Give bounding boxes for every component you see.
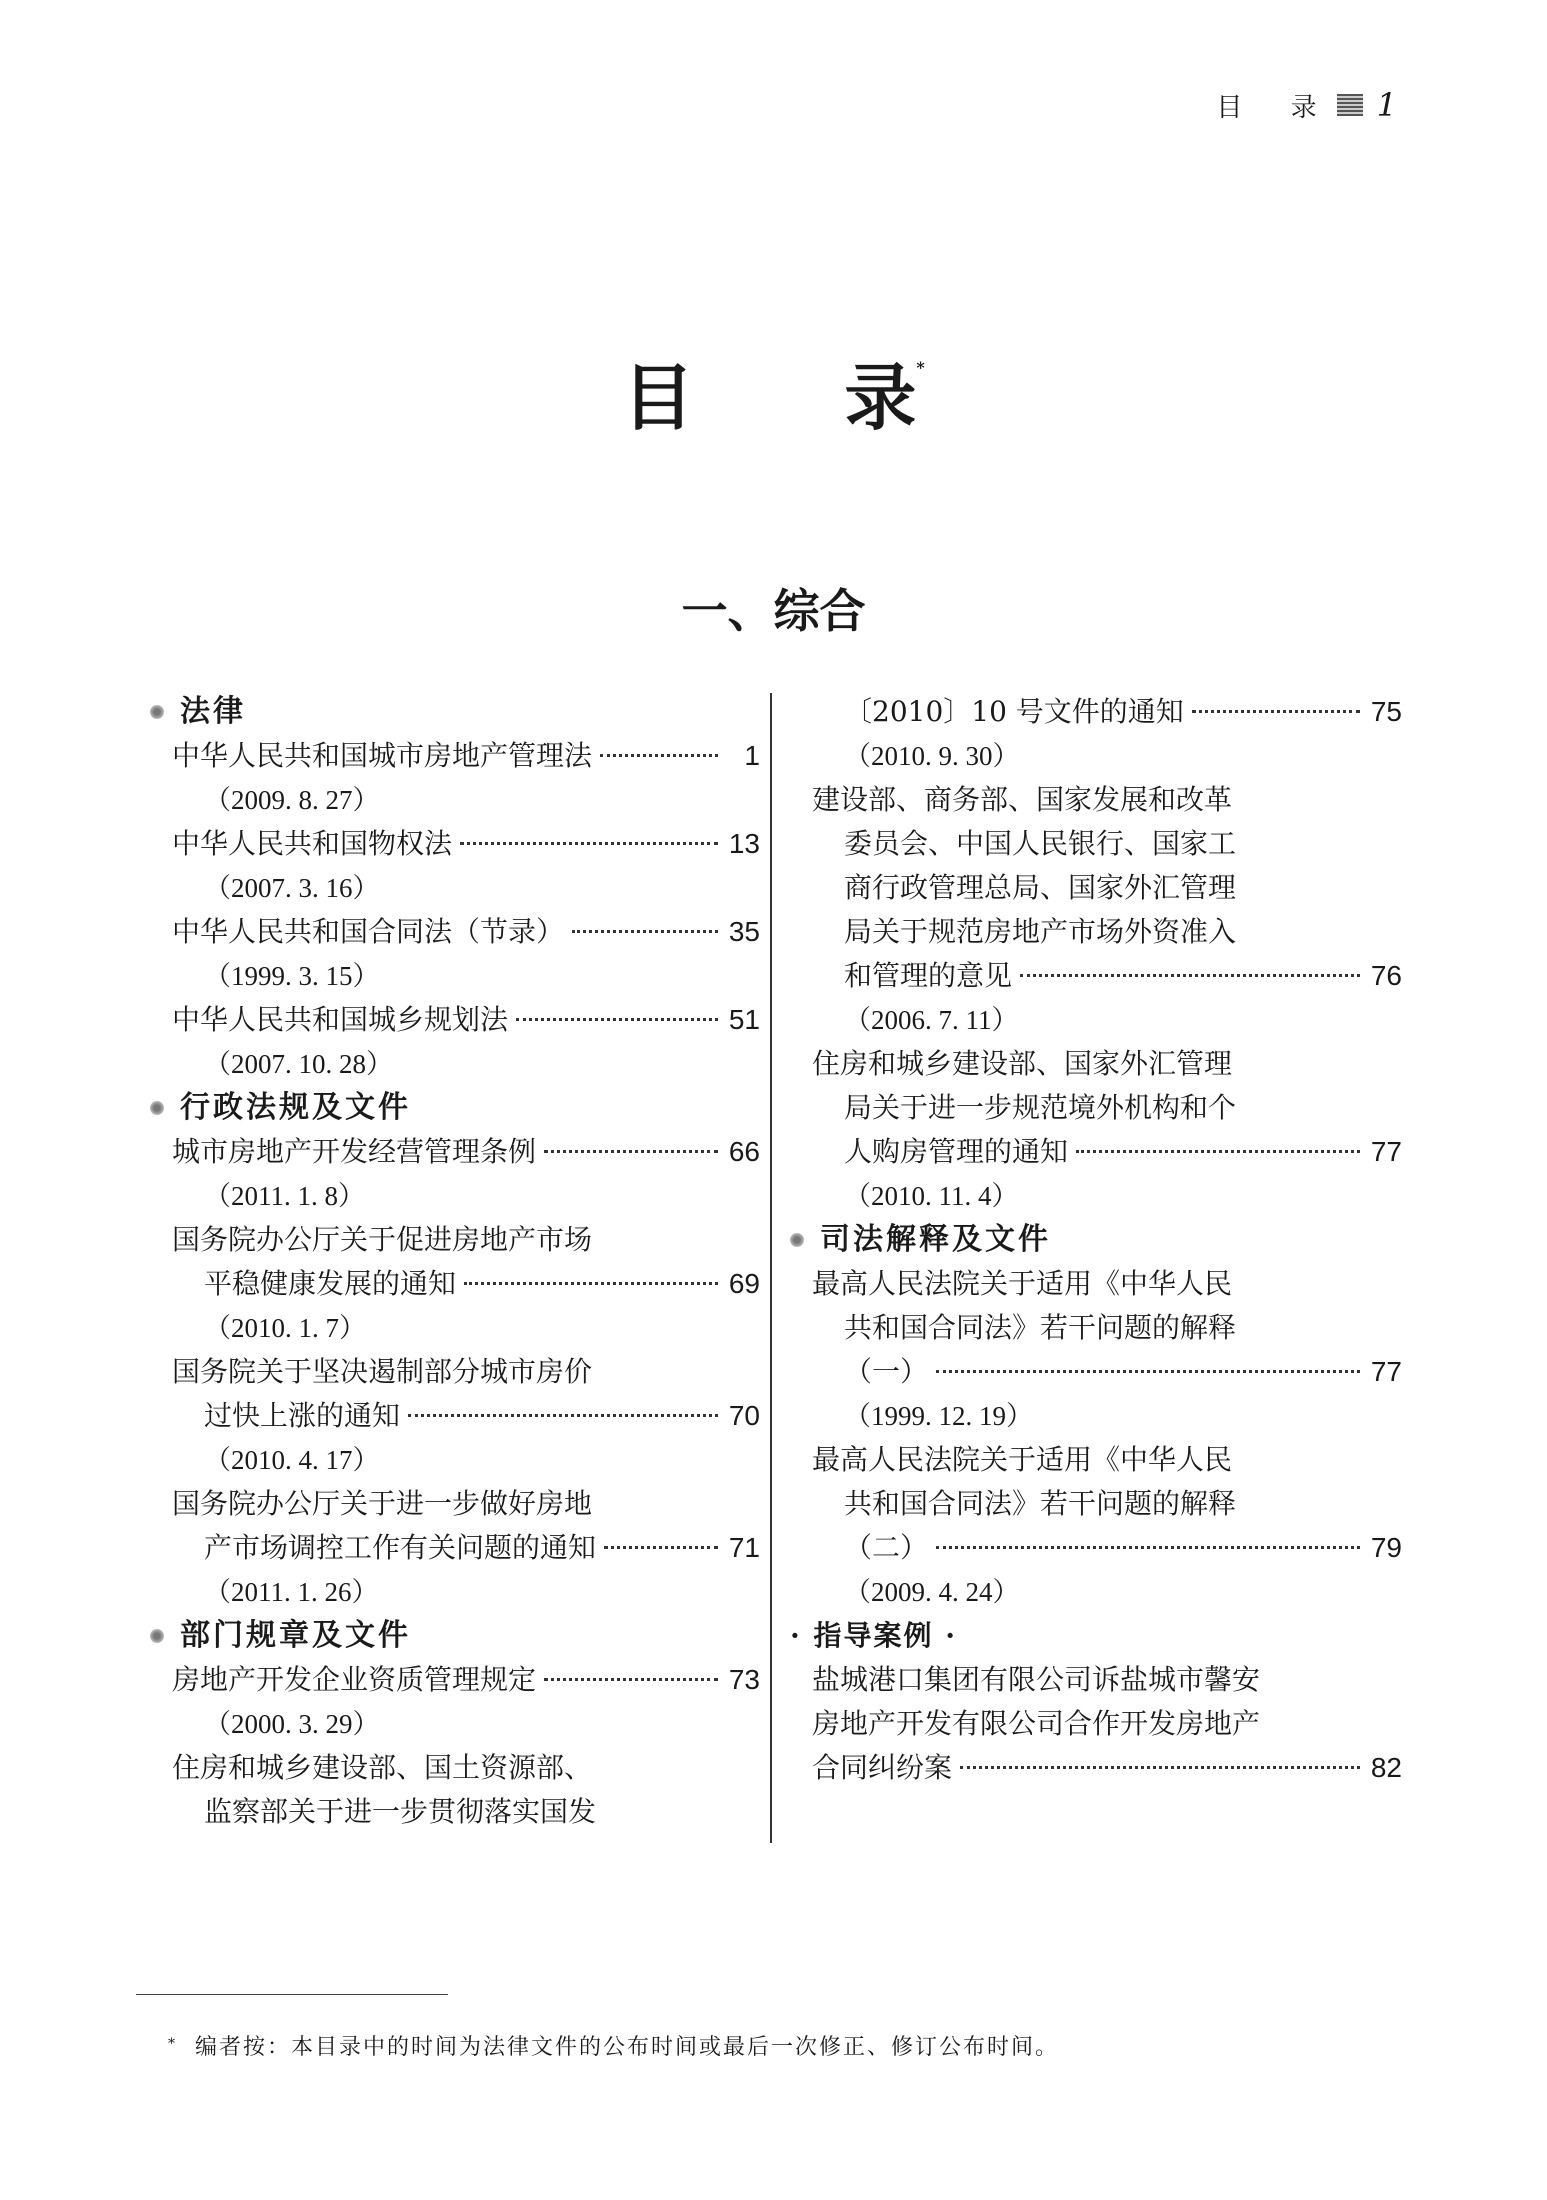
toc-entry[interactable] [812, 1658, 1402, 1790]
entry-page: 77 [1370, 1136, 1402, 1167]
entry-title-cont: 共和国合同法》若干问题的解释 [844, 1311, 1237, 1344]
leader-dots [1192, 710, 1360, 713]
entry-date: （1999. 12. 19） [844, 1401, 1033, 1431]
category-label: 法律 [180, 694, 246, 729]
entry-page: 1 [744, 740, 760, 771]
entry-title-cont: 合同纠纷案 [812, 1751, 953, 1784]
column-divider [770, 693, 772, 1843]
entry-title-cont: 平稳健康发展的通知 [204, 1267, 457, 1300]
entry-page: 77 [1370, 1356, 1402, 1387]
entry-title: 住房和城乡建设部、国土资源部、 [172, 1751, 593, 1784]
leader-dots [1076, 1150, 1360, 1153]
leader-dots [936, 1546, 1360, 1549]
entry-title-cont: （二） [844, 1531, 929, 1564]
footnote-marker: * [168, 2036, 177, 2052]
entry-title: 国务院办公厅关于进一步做好房地 [172, 1487, 593, 1520]
running-head-ornament-icon [1337, 94, 1363, 116]
entry-date: （1999. 3. 15） [204, 961, 380, 991]
category-label: 行政法规及文件 [180, 1090, 411, 1125]
entry-page: 13 [728, 828, 760, 859]
entry-date: （2010. 1. 7） [204, 1313, 366, 1343]
part-title: 一、综合 [681, 584, 866, 638]
entry-page: 79 [1370, 1532, 1402, 1563]
page-title [0, 340, 1547, 444]
leader-dots [960, 1766, 1360, 1769]
entry-page: 51 [728, 1004, 760, 1035]
toc-entry[interactable] [812, 1042, 1402, 1218]
entry-title: 中华人民共和国城乡规划法 [172, 1003, 509, 1036]
toc-entry[interactable] [812, 1262, 1402, 1438]
entry-date: （2007. 10. 28） [204, 1049, 393, 1079]
leader-dots [460, 842, 718, 845]
toc-entry[interactable] [812, 778, 1402, 1042]
leader-dots [1020, 974, 1360, 977]
toc-entry[interactable] [172, 1130, 760, 1218]
entry-date: （2011. 1. 26） [204, 1577, 379, 1607]
entry-title-cont: 商行政管理总局、国家外汇管理 [844, 871, 1237, 904]
entry-title-cont: 人购房管理的通知 [844, 1135, 1069, 1168]
leader-dots [408, 1414, 718, 1417]
entry-title: 房地产开发企业资质管理规定 [172, 1663, 537, 1696]
bullet-icon [790, 1233, 804, 1247]
entry-title-cont: 和管理的意见 [844, 959, 1013, 992]
entry-page: 75 [1370, 696, 1402, 727]
leader-dots [516, 1018, 718, 1021]
entry-date: （2000. 3. 29） [204, 1709, 380, 1739]
toc-entry[interactable] [172, 1658, 760, 1746]
page-title-footnote-marker: * [916, 358, 925, 377]
page-title-char-2: 录 [844, 355, 917, 440]
entry-date: （2010. 11. 4） [844, 1181, 1019, 1211]
entry-page: 73 [728, 1664, 760, 1695]
toc-entry[interactable] [172, 734, 760, 822]
leader-dots [936, 1370, 1360, 1373]
footnote-text: 编者按：本目录中的时间为法律文件的公布时间或最后一次修正、修订公布时间。 [195, 2035, 1060, 2060]
entry-date: （2006. 7. 11） [844, 1005, 1019, 1035]
entry-page: 76 [1370, 960, 1402, 991]
entry-title-cont: 过快上涨的通知 [204, 1399, 401, 1432]
entry-title: 中华人民共和国城市房地产管理法 [172, 739, 593, 772]
toc-entry[interactable] [172, 1746, 760, 1834]
entry-page: 69 [728, 1268, 760, 1299]
entry-title: 中华人民共和国物权法 [172, 827, 453, 860]
entry-page: 70 [728, 1400, 760, 1431]
bullet-icon [150, 1629, 164, 1643]
footnote [168, 2030, 1059, 2061]
footnote-rule [136, 1994, 448, 1995]
entry-page: 82 [1370, 1752, 1402, 1783]
bullet-icon [150, 705, 164, 719]
entry-page: 35 [728, 916, 760, 947]
leader-dots [464, 1282, 718, 1285]
entry-title: 城市房地产开发经营管理条例 [172, 1135, 537, 1168]
entry-title-cont: 〔2010〕10 号文件的通知 [844, 695, 1184, 728]
entry-title: 国务院关于坚决遏制部分城市房价 [172, 1355, 593, 1388]
entry-title-cont: 局关于规范房地产市场外资准入 [844, 915, 1237, 948]
category-heading-cases: · 指导案例 · [790, 1619, 957, 1652]
toc-entry[interactable] [172, 1218, 760, 1350]
entry-title-cont: 局关于进一步规范境外机构和个 [844, 1091, 1237, 1124]
toc-entry[interactable] [172, 910, 760, 998]
toc-entry[interactable] [172, 1482, 760, 1614]
entry-title: 建设部、商务部、国家发展和改革 [812, 783, 1233, 816]
entry-title: 中华人民共和国合同法（节录） [172, 915, 565, 948]
entry-date: （2010. 4. 17） [204, 1445, 380, 1475]
leader-dots [544, 1678, 718, 1681]
toc-entry[interactable] [172, 998, 760, 1086]
leader-dots [604, 1546, 718, 1549]
toc-entry[interactable] [812, 690, 1402, 778]
entry-title: 最高人民法院关于适用《中华人民 [812, 1443, 1233, 1476]
category-label: 部门规章及文件 [180, 1618, 411, 1653]
entry-title-cont: 产市场调控工作有关问题的通知 [204, 1531, 597, 1564]
leader-dots [572, 930, 718, 933]
toc-right-column [790, 690, 1402, 1790]
entry-title-cont: （一） [844, 1355, 929, 1388]
entry-date: （2007. 3. 16） [204, 873, 380, 903]
bullet-icon [150, 1101, 164, 1115]
category-heading [150, 1086, 760, 1130]
entry-title-cont: 委员会、中国人民银行、国家工 [844, 827, 1237, 860]
leader-dots [544, 1150, 718, 1153]
page-title-char-1: 目 [622, 355, 695, 440]
entry-title: 住房和城乡建设部、国家外汇管理 [812, 1047, 1233, 1080]
running-head [1216, 86, 1397, 124]
entry-page: 71 [728, 1532, 760, 1563]
toc-entry[interactable] [172, 822, 760, 910]
category-heading [150, 690, 760, 734]
entry-date: （2011. 1. 8） [204, 1181, 365, 1211]
category-heading [150, 1614, 760, 1658]
entry-page: 66 [728, 1136, 760, 1167]
entry-date: （2009. 8. 27） [204, 785, 380, 815]
category-label: 司法解释及文件 [820, 1222, 1051, 1257]
entry-title-cont: 共和国合同法》若干问题的解释 [844, 1487, 1237, 1520]
entry-title: 最高人民法院关于适用《中华人民 [812, 1267, 1233, 1300]
toc-entry[interactable] [812, 1438, 1402, 1614]
toc-entry[interactable] [172, 1350, 760, 1482]
entry-title-cont: 监察部关于进一步贯彻落实国发 [204, 1795, 597, 1828]
leader-dots [600, 754, 718, 757]
entry-date: （2009. 4. 24） [844, 1577, 1020, 1607]
running-head-label: 目 录 [1216, 92, 1337, 123]
entry-title: 盐城港口集团有限公司诉盐城市馨安 [812, 1663, 1261, 1696]
entry-title-cont: 房地产开发有限公司合作开发房地产 [812, 1707, 1261, 1740]
entry-title: 国务院办公厅关于促进房地产市场 [172, 1223, 593, 1256]
toc-left-column [150, 690, 760, 1834]
page-number: 1 [1376, 86, 1397, 124]
category-heading [790, 1218, 1402, 1262]
entry-date: （2010. 9. 30） [844, 741, 1020, 771]
